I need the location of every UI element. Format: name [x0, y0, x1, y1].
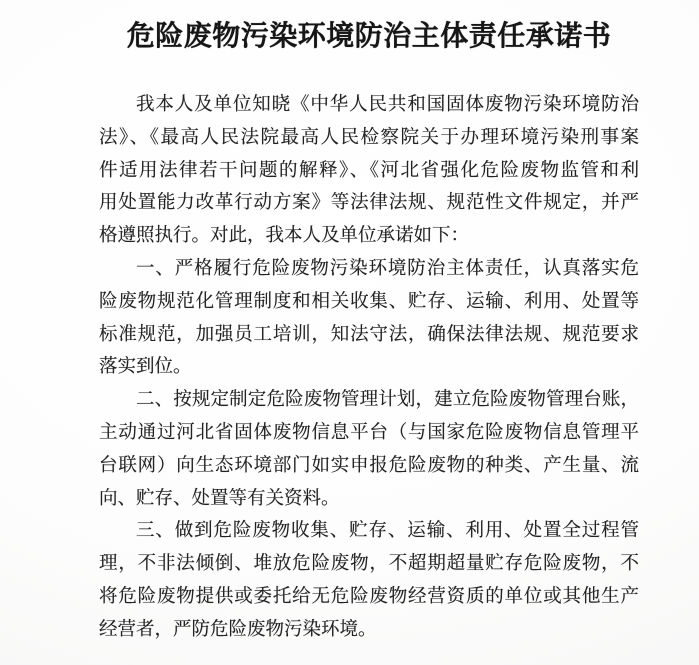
text-line: 标准规范，加强员工培训，知法守法，确保法律法规、规范要求 [99, 324, 639, 345]
text-line: 将危险废物提供或委托给无危险废物经营资质的单位或其他生产 [99, 586, 639, 607]
text-line: 一、严格履行危险废物污染环境防治主体责任，认真落实危 [136, 258, 639, 279]
text-line: 台联网）向生态环境部门如实申报危险废物的种类、产生量、流 [99, 455, 639, 476]
paragraph-item-1 [99, 253, 639, 384]
document-body [99, 89, 639, 647]
text-line: 向、贮存、处置等有关资料。 [99, 488, 340, 509]
text-line: 二、按规定制定危险废物管理计划，建立危险废物管理台账， [136, 390, 639, 411]
text-line: 三、做到危险废物收集、贮存、运输、利用、处置全过程管 [136, 521, 639, 542]
paragraph-intro [99, 89, 639, 253]
text-line: 我本人及单位知晓《中华人民共和国固体废物污染环境防治 [136, 95, 639, 115]
text-line: 用处置能力改革行动方案》等法律法规、规范性文件规定，并严 [99, 193, 639, 214]
text-line: 落实到位。 [99, 357, 192, 378]
text-line: 件适用法律若干问题的解释》、《河北省强化危险废物监管和利 [99, 160, 639, 181]
paragraph-item-2 [99, 384, 639, 515]
text-line: 险废物规范化管理制度和相关收集、贮存、运输、利用、处置等 [99, 291, 639, 312]
text-line: 格遵照执行。对此，我本人及单位承诺如下： [99, 226, 470, 247]
document-title: 危险废物污染环境防治主体责任承诺书 [126, 21, 612, 52]
paragraph-item-3 [99, 515, 639, 646]
text-line: 理，不非法倾倒、堆放危险废物，不超期超量贮存危险废物，不 [99, 554, 639, 575]
text-line: 经营者，严防危险废物污染环境。 [99, 619, 377, 640]
text-line: 法》、《最高人民法院最高人民检察院关于办理环境污染刑事案 [99, 127, 639, 148]
text-line: 主动通过河北省固体废物信息平台（与国家危险废物信息管理平 [99, 422, 639, 443]
